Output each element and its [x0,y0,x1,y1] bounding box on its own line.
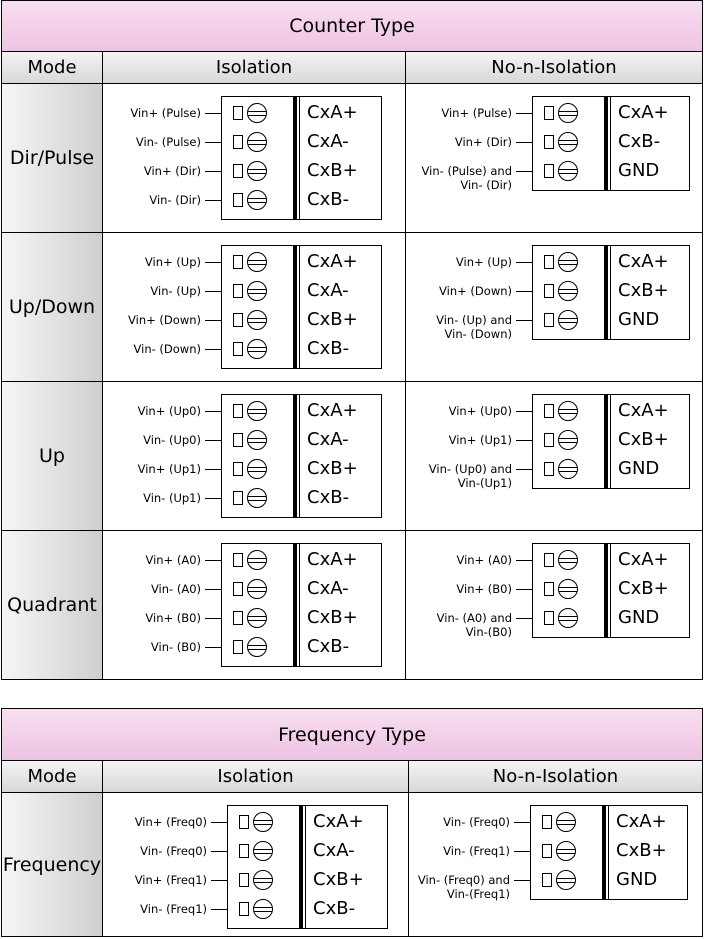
screw-icon [247,190,267,210]
signal-label-line: Vin+ (B0) [456,582,512,596]
pin-label: CxA+ [618,102,669,123]
terminal-slot-icon [233,313,243,327]
signal-label-line: Vin+ (Pulse) [441,106,512,120]
lead-line [205,560,222,561]
terminal-slot-icon [544,582,554,596]
terminal-slot-icon [544,284,554,298]
terminal-slot-icon [233,491,243,505]
pin-label: CxB+ [618,429,669,450]
lead-line [205,171,222,172]
signal-label-line: Vin- (Up1) [143,491,201,505]
screw-icon [247,550,267,570]
lead-line [211,909,228,910]
lead-line [516,618,533,619]
terminal-slot-icon [233,640,243,654]
terminal-slot-icon [233,164,243,178]
signal-label [422,164,512,192]
terminal-slot-icon [542,844,552,858]
lead-line [205,589,222,590]
signal-label-line: Vin+ (Up1) [137,462,201,476]
lead-line [516,469,533,470]
isolation-cell [102,233,405,381]
terminal-block [137,394,382,518]
terminal-slot-icon [544,553,554,567]
signal-label-line: Vin-(Up1) [457,476,512,490]
screw-icon [247,459,267,479]
signal-label-line: Vin- (A0) [150,582,201,596]
screw-icon [253,812,273,832]
terminal-slot-icon [544,106,554,120]
divider-line [299,97,300,219]
isolation-divider [604,395,608,488]
signal-label [449,404,512,418]
pin-label: CxA+ [618,549,669,570]
screw-icon [247,281,267,301]
terminal-block [134,805,388,929]
pin-label: CxB+ [307,607,358,628]
signal-label-line: Vin+ (Up0) [448,404,512,418]
signal-label [449,433,512,447]
pin-label: CxB+ [313,869,364,890]
screw-icon [558,550,578,570]
signal-label [150,284,201,298]
screw-icon [247,430,267,450]
screw-icon [247,401,267,421]
signal-label [145,553,201,567]
terminal-block [428,394,690,490]
signal-label [456,553,512,567]
signal-label-line: Vin+ (A0) [145,553,201,567]
signal-label [138,404,201,418]
screw-icon [558,281,578,301]
terminal-slot-icon [233,106,243,120]
terminal-block [436,543,690,639]
signal-label-line: Vin- (Freq0) [140,844,207,858]
pin-label: CxA+ [618,400,669,421]
header-row [2,52,702,84]
mode-label: Quadrant [2,531,102,679]
lead-line [211,822,228,823]
screw-icon [247,103,267,123]
signal-label-line: Vin+ (Down) [128,313,201,327]
screw-icon [253,870,273,890]
terminal-slot-icon [233,462,243,476]
pin-label: CxB- [307,487,350,508]
terminal-slot-icon [544,164,554,178]
screw-icon [253,899,273,919]
screw-icon [556,841,576,861]
pin-label: GND [618,160,660,181]
terminal-slot-icon [544,404,554,418]
terminal-block [417,805,688,901]
pin-label: CxB+ [618,280,669,301]
isolation-cell [102,382,405,530]
divider-line [610,246,611,339]
signal-label-line: Vin- (Down) [133,342,201,356]
terminal-block [128,245,382,369]
mode-row [2,233,702,382]
signal-label [436,313,512,341]
signal-label [135,873,207,887]
lead-line [516,142,533,143]
screw-icon [558,103,578,123]
signal-label [443,844,510,858]
signal-label [151,640,201,654]
pin-label: CxB+ [618,578,669,599]
signal-label-line: Vin-(B0) [465,625,512,639]
divider-line [299,544,300,666]
signal-label-line: Vin+ (Pulse) [130,106,201,120]
isolation-divider [293,544,297,666]
lead-line [516,113,533,114]
signal-label [443,815,510,829]
signal-label [145,611,201,625]
pin-label: CxB+ [307,160,358,181]
signal-label-line: Vin- (Up0) [143,433,201,447]
terminal-slot-icon [233,433,243,447]
signal-label-line: Vin- (Freq0) and [417,873,510,887]
terminal-slot-icon [233,255,243,269]
divider-line [305,806,306,928]
mode-label: Dir/Pulse [2,84,102,232]
lead-line [211,851,228,852]
screw-icon [556,812,576,832]
signal-label [151,582,201,596]
signal-label [441,106,512,120]
lead-line [516,440,533,441]
mode-label: Frequency [2,793,102,936]
isolation-divider [604,246,608,339]
header-isolation: Isolation [102,52,405,83]
signal-label [143,433,201,447]
table-title: Counter Type [2,1,702,52]
signal-label-line: Vin- (A0) and [436,611,512,625]
pin-label: GND [616,869,658,890]
screw-icon [247,637,267,657]
terminal-block [421,96,690,192]
divider-line [610,97,611,190]
signal-label-line: Vin- (Down) [444,327,512,341]
pin-label: GND [618,309,660,330]
pin-label: CxA- [307,280,349,301]
header-mode: Mode [27,57,77,78]
lead-line [205,440,222,441]
signal-label [418,873,510,901]
terminal-slot-icon [233,342,243,356]
pin-label: CxA+ [616,811,667,832]
signal-label-line: Vin+ (Down) [439,284,512,298]
lead-line [516,171,533,172]
screw-icon [558,430,578,450]
lead-line [516,291,533,292]
lead-line [514,880,531,881]
terminal-slot-icon [233,404,243,418]
signal-label [140,844,207,858]
lead-line [205,618,222,619]
mode-row [2,382,702,531]
non-isolation-cell [405,233,702,381]
signal-label [429,462,512,490]
lead-line [205,113,222,114]
lead-line [514,851,531,852]
pin-label: CxA+ [307,400,358,421]
terminal-slot-icon [239,873,249,887]
signal-label-line: Vin- (Freq0) [443,815,510,829]
lead-line [516,560,533,561]
isolation-cell [102,531,405,679]
isolation-cell [102,793,408,936]
signal-label-line: Vin- (Up0) and [428,462,512,476]
screw-icon [558,459,578,479]
terminal-slot-icon [544,313,554,327]
signal-label-line: Vin- (Dir) [149,193,201,207]
pin-label: CxB+ [307,458,358,479]
lead-line [205,411,222,412]
divider-line [299,246,300,368]
signal-label-line: Vin- (Pulse) and [421,164,512,178]
terminal-slot-icon [233,193,243,207]
lead-line [205,320,222,321]
signal-label-line: Vin+ (Up) [144,255,201,269]
screw-icon [253,841,273,861]
terminal-slot-icon [239,844,249,858]
signal-label [437,611,512,639]
pin-label: CxA- [307,578,349,599]
signal-label-line: Vin+ (A0) [456,553,512,567]
signal-label [456,255,512,269]
signal-label-line: Vin- (Dir) [460,178,512,192]
terminal-block [130,96,382,220]
pin-label: CxA- [307,429,349,450]
counter-type-table [1,0,703,680]
lead-line [516,589,533,590]
screw-icon [247,488,267,508]
signal-label-line: Vin+ (Up1) [448,433,512,447]
signal-label [138,462,201,476]
screw-icon [558,401,578,421]
screw-icon [247,161,267,181]
signal-label-line: Vin- (B0) [150,640,201,654]
signal-label-line: Vin+ (Freq1) [134,873,207,887]
table-title: Frequency Type [2,709,702,761]
lead-line [516,320,533,321]
header-mode: Mode [27,766,77,787]
signal-label [439,284,512,298]
mode-row [2,84,702,233]
signal-label-line: Vin+ (Dir) [454,135,512,149]
terminal-slot-icon [542,815,552,829]
signal-label-line: Vin+ (Up) [455,255,512,269]
terminal-block [145,543,382,667]
lead-line [205,142,222,143]
screw-icon [558,579,578,599]
lead-line [205,349,222,350]
signal-label-line: Vin+ (B0) [145,611,201,625]
terminal-slot-icon [544,462,554,476]
screw-icon [558,252,578,272]
pin-label: CxB- [307,189,350,210]
pin-label: GND [618,607,660,628]
lead-line [205,200,222,201]
pin-label: CxA- [307,131,349,152]
lead-line [205,262,222,263]
signal-label [455,135,512,149]
mode-row [2,793,702,936]
isolation-divider [293,395,297,517]
frequency-type-table [1,708,703,937]
pin-label: CxB- [307,636,350,657]
mode-label: Up [2,382,102,530]
lead-line [516,411,533,412]
pin-label: CxB+ [616,840,667,861]
screw-icon [558,608,578,628]
terminal-slot-icon [239,815,249,829]
signal-label [143,491,201,505]
non-isolation-cell [408,793,702,936]
divider-line [610,544,611,637]
signal-label [456,582,512,596]
signal-label-line: Vin- (Up) [150,284,201,298]
signal-label-line: Vin+ (Dir) [143,164,201,178]
isolation-divider [602,806,606,899]
lead-line [205,469,222,470]
isolation-divider [604,544,608,637]
lead-line [211,880,228,881]
lead-line [205,291,222,292]
header-isolation: Isolation [102,761,408,792]
pin-label: CxA+ [307,251,358,272]
terminal-slot-icon [233,284,243,298]
terminal-slot-icon [239,902,249,916]
header-non-isolation: No-n-Isolation [408,761,702,792]
screw-icon [247,252,267,272]
pin-label: CxA+ [307,102,358,123]
isolation-divider [293,97,297,219]
screw-icon [247,608,267,628]
terminal-slot-icon [544,433,554,447]
terminal-slot-icon [233,135,243,149]
terminal-slot-icon [544,255,554,269]
terminal-slot-icon [233,582,243,596]
lead-line [205,647,222,648]
mode-label: Up/Down [2,233,102,381]
screw-icon [247,310,267,330]
signal-label [149,193,201,207]
divider-line [299,395,300,517]
isolation-divider [604,97,608,190]
signal-label [130,106,201,120]
signal-label [145,255,201,269]
isolation-cell [102,84,405,232]
signal-label [136,135,201,149]
isolation-divider [293,246,297,368]
screw-icon [558,161,578,181]
signal-label-line: Vin- (Freq1) [443,844,510,858]
signal-label [135,815,207,829]
signal-label-line: Vin- (Pulse) [135,135,201,149]
signal-label [128,313,201,327]
mode-row [2,531,702,679]
pin-label: CxB- [313,898,356,919]
signal-label-line: Vin+ (Freq0) [134,815,207,829]
header-non-isolation: No-n-Isolation [405,52,702,83]
terminal-slot-icon [544,135,554,149]
lead-line [205,498,222,499]
non-isolation-cell [405,531,702,679]
pin-label: GND [618,458,660,479]
pin-label: CxB+ [307,309,358,330]
signal-label [134,342,201,356]
signal-label-line: Vin- (Up) and [436,313,512,327]
screw-icon [558,132,578,152]
terminal-block [436,245,690,341]
terminal-slot-icon [233,553,243,567]
signal-label [140,902,207,916]
screw-icon [556,870,576,890]
screw-icon [558,310,578,330]
pin-label: CxA+ [618,251,669,272]
screw-icon [247,339,267,359]
isolation-divider [299,806,303,928]
pin-label: CxA+ [313,811,364,832]
lead-line [514,822,531,823]
divider-line [610,395,611,488]
signal-label-line: Vin- (Freq1) [140,902,207,916]
non-isolation-cell [405,84,702,232]
screw-icon [247,132,267,152]
signal-label-line: Vin-(Freq1) [446,887,510,901]
divider-line [608,806,609,899]
lead-line [516,262,533,263]
signal-label [144,164,201,178]
non-isolation-cell [405,382,702,530]
terminal-slot-icon [544,611,554,625]
header-row [2,761,702,793]
signal-label-line: Vin+ (Up0) [137,404,201,418]
pin-label: CxB- [618,131,661,152]
pin-label: CxA- [313,840,355,861]
pin-label: CxA+ [307,549,358,570]
screw-icon [247,579,267,599]
terminal-slot-icon [233,611,243,625]
pin-label: CxB- [307,338,350,359]
terminal-slot-icon [542,873,552,887]
